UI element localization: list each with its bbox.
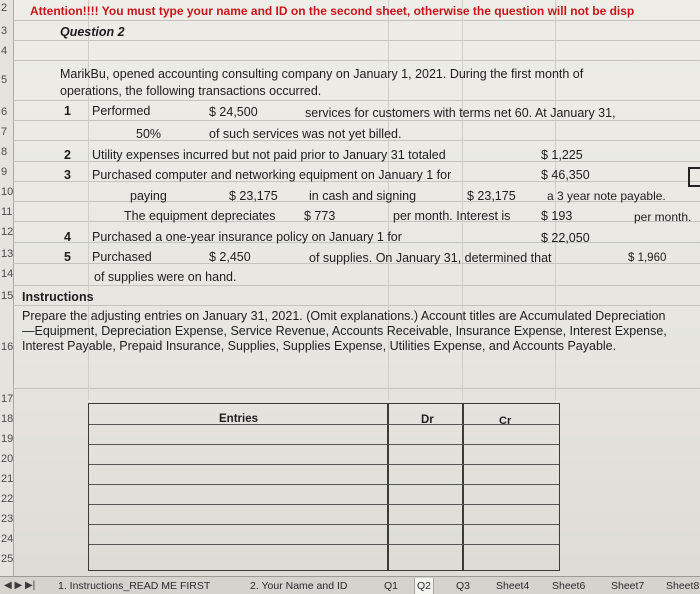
- table-row[interactable]: [89, 464, 559, 465]
- row-number[interactable]: 20: [1, 453, 14, 465]
- entries-header[interactable]: Entries: [219, 413, 258, 425]
- amount-cell[interactable]: $ 23,175: [467, 189, 516, 203]
- transaction-number[interactable]: 2: [64, 148, 71, 162]
- sheet-tab-bar: [0, 576, 700, 594]
- transaction-number[interactable]: 3: [64, 168, 71, 182]
- row-header-column: [0, 0, 14, 578]
- tab-sheet6[interactable]: Sheet6: [552, 580, 586, 592]
- amount-cell[interactable]: $ 1,960: [628, 252, 667, 264]
- row-number[interactable]: 4: [1, 45, 8, 57]
- table-row[interactable]: [89, 504, 559, 505]
- row-number[interactable]: 5: [1, 74, 8, 86]
- cell-text[interactable]: Utility expenses incurred but not paid prior to January 31 totaled: [92, 148, 446, 162]
- row-number[interactable]: 24: [1, 533, 14, 545]
- grid-line: [13, 120, 700, 121]
- tab-sheet8[interactable]: Sheet8: [666, 580, 700, 592]
- row-number[interactable]: 13: [1, 248, 14, 260]
- grid-line: [13, 388, 700, 389]
- cell-text[interactable]: per month. Interest is: [393, 209, 511, 223]
- transaction-number[interactable]: 4: [64, 230, 71, 244]
- cell-text[interactable]: per month.: [634, 210, 692, 224]
- cell-border-fragment: [688, 167, 700, 187]
- table-row[interactable]: [89, 444, 559, 445]
- row-number[interactable]: 11: [1, 206, 13, 218]
- instructions-title[interactable]: Instructions: [22, 290, 94, 304]
- cell-text[interactable]: of supplies. On January 31, determined that: [309, 251, 552, 265]
- cell-text[interactable]: Purchased: [92, 250, 152, 264]
- row-number[interactable]: 15: [1, 290, 14, 302]
- tab-sheet7[interactable]: Sheet7: [611, 580, 645, 592]
- row-number[interactable]: 14: [1, 268, 14, 280]
- grid-line: [13, 221, 700, 222]
- amount-cell[interactable]: $ 2,450: [209, 250, 251, 264]
- row-number[interactable]: 19: [1, 433, 14, 445]
- tab-sheet4[interactable]: Sheet4: [496, 580, 530, 592]
- table-row[interactable]: [89, 424, 559, 425]
- cell-text[interactable]: Performed: [92, 104, 151, 118]
- grid-line: [13, 100, 700, 101]
- cell-text[interactable]: Purchased a one-year insurance policy on January 1 for: [92, 230, 402, 244]
- amount-cell[interactable]: $ 22,050: [541, 231, 590, 245]
- intro-line-1[interactable]: MarikBu, opened accounting consulting company on January 1, 2021. During the first month of: [60, 67, 584, 81]
- row-number[interactable]: 2: [1, 2, 8, 14]
- row-number[interactable]: 10: [1, 186, 14, 198]
- entries-table: [88, 403, 560, 571]
- row-number[interactable]: 17: [1, 393, 14, 405]
- amount-cell[interactable]: $ 773: [304, 209, 336, 223]
- amount-cell[interactable]: $ 193: [541, 209, 573, 223]
- cell-text[interactable]: in cash and signing: [309, 189, 417, 203]
- row-number[interactable]: 3: [1, 25, 8, 37]
- cell-text[interactable]: of such services was not yet billed.: [209, 127, 402, 141]
- grid-line: [13, 20, 700, 21]
- grid-line: [13, 285, 700, 286]
- transaction-number[interactable]: 1: [64, 104, 71, 118]
- sheet-nav-arrows-icon[interactable]: ◀ ▶ ▶|: [4, 580, 36, 591]
- table-row[interactable]: [89, 524, 559, 525]
- tab-instructions[interactable]: 1. Instructions_READ ME FIRST: [58, 580, 211, 592]
- table-row[interactable]: [89, 484, 559, 485]
- tab-q3[interactable]: Q3: [456, 580, 471, 592]
- cell-text[interactable]: a 3 year note payable.: [547, 189, 666, 203]
- row-number[interactable]: 25: [1, 553, 14, 565]
- grid-line: [13, 305, 700, 306]
- grid-line: [13, 40, 700, 41]
- cell-text[interactable]: The equipment depreciates: [124, 209, 276, 223]
- tab-your-name-and-id[interactable]: 2. Your Name and ID: [250, 580, 348, 592]
- attention-note[interactable]: Attention!!!! You must type your name and ID on the second sheet, otherwise the question will not be disp: [30, 4, 635, 18]
- row-number[interactable]: 18: [1, 413, 14, 425]
- percent-cell[interactable]: 50%: [136, 127, 162, 141]
- row-number[interactable]: 23: [1, 513, 14, 525]
- row-number[interactable]: 12: [1, 226, 14, 238]
- grid-line: [13, 60, 700, 61]
- row-number[interactable]: 8: [1, 146, 8, 158]
- row-number[interactable]: 9: [1, 166, 8, 178]
- amount-cell[interactable]: $ 24,500: [209, 105, 258, 119]
- row-number[interactable]: 6: [1, 106, 8, 118]
- row-number[interactable]: 21: [1, 473, 14, 485]
- amount-cell[interactable]: $ 23,175: [229, 189, 278, 203]
- cell-text[interactable]: Purchased computer and networking equipment on January 1 for: [92, 168, 452, 182]
- table-divider: [387, 404, 389, 570]
- table-row[interactable]: [89, 544, 559, 545]
- cell-text[interactable]: paying: [130, 189, 167, 203]
- row-number[interactable]: 7: [1, 126, 8, 138]
- table-divider: [462, 404, 464, 570]
- row-number[interactable]: 16: [1, 341, 14, 353]
- amount-cell[interactable]: $ 1,225: [541, 148, 583, 162]
- tab-q2[interactable]: Q2: [414, 578, 434, 594]
- debit-header[interactable]: Dr: [421, 414, 434, 426]
- cell-text[interactable]: of supplies were on hand.: [94, 270, 237, 284]
- tab-q1[interactable]: Q1: [384, 580, 399, 592]
- question-title[interactable]: Question 2: [60, 25, 125, 39]
- instructions-body[interactable]: Prepare the adjusting entries on January 31, 2021. (Omit explanations.) Account titles are Accumulated Depreciation—Equipment, Depreciation Expense, Service Revenue, Accounts Receivable, Insurance Expense, Interest Expense, Interest Payable, Prepaid Insurance, Supplies, Supplies Expense, Utilities Expense, and Accounts Payable.: [22, 309, 667, 353]
- intro-line-2[interactable]: operations, the following transactions occurred.: [60, 84, 322, 98]
- row-number[interactable]: 22: [1, 493, 14, 505]
- transaction-number[interactable]: 5: [64, 250, 71, 264]
- amount-cell[interactable]: $ 46,350: [541, 168, 590, 182]
- credit-header[interactable]: Cr: [499, 415, 512, 427]
- cell-text[interactable]: services for customers with terms net 60. At January 31,: [305, 106, 616, 120]
